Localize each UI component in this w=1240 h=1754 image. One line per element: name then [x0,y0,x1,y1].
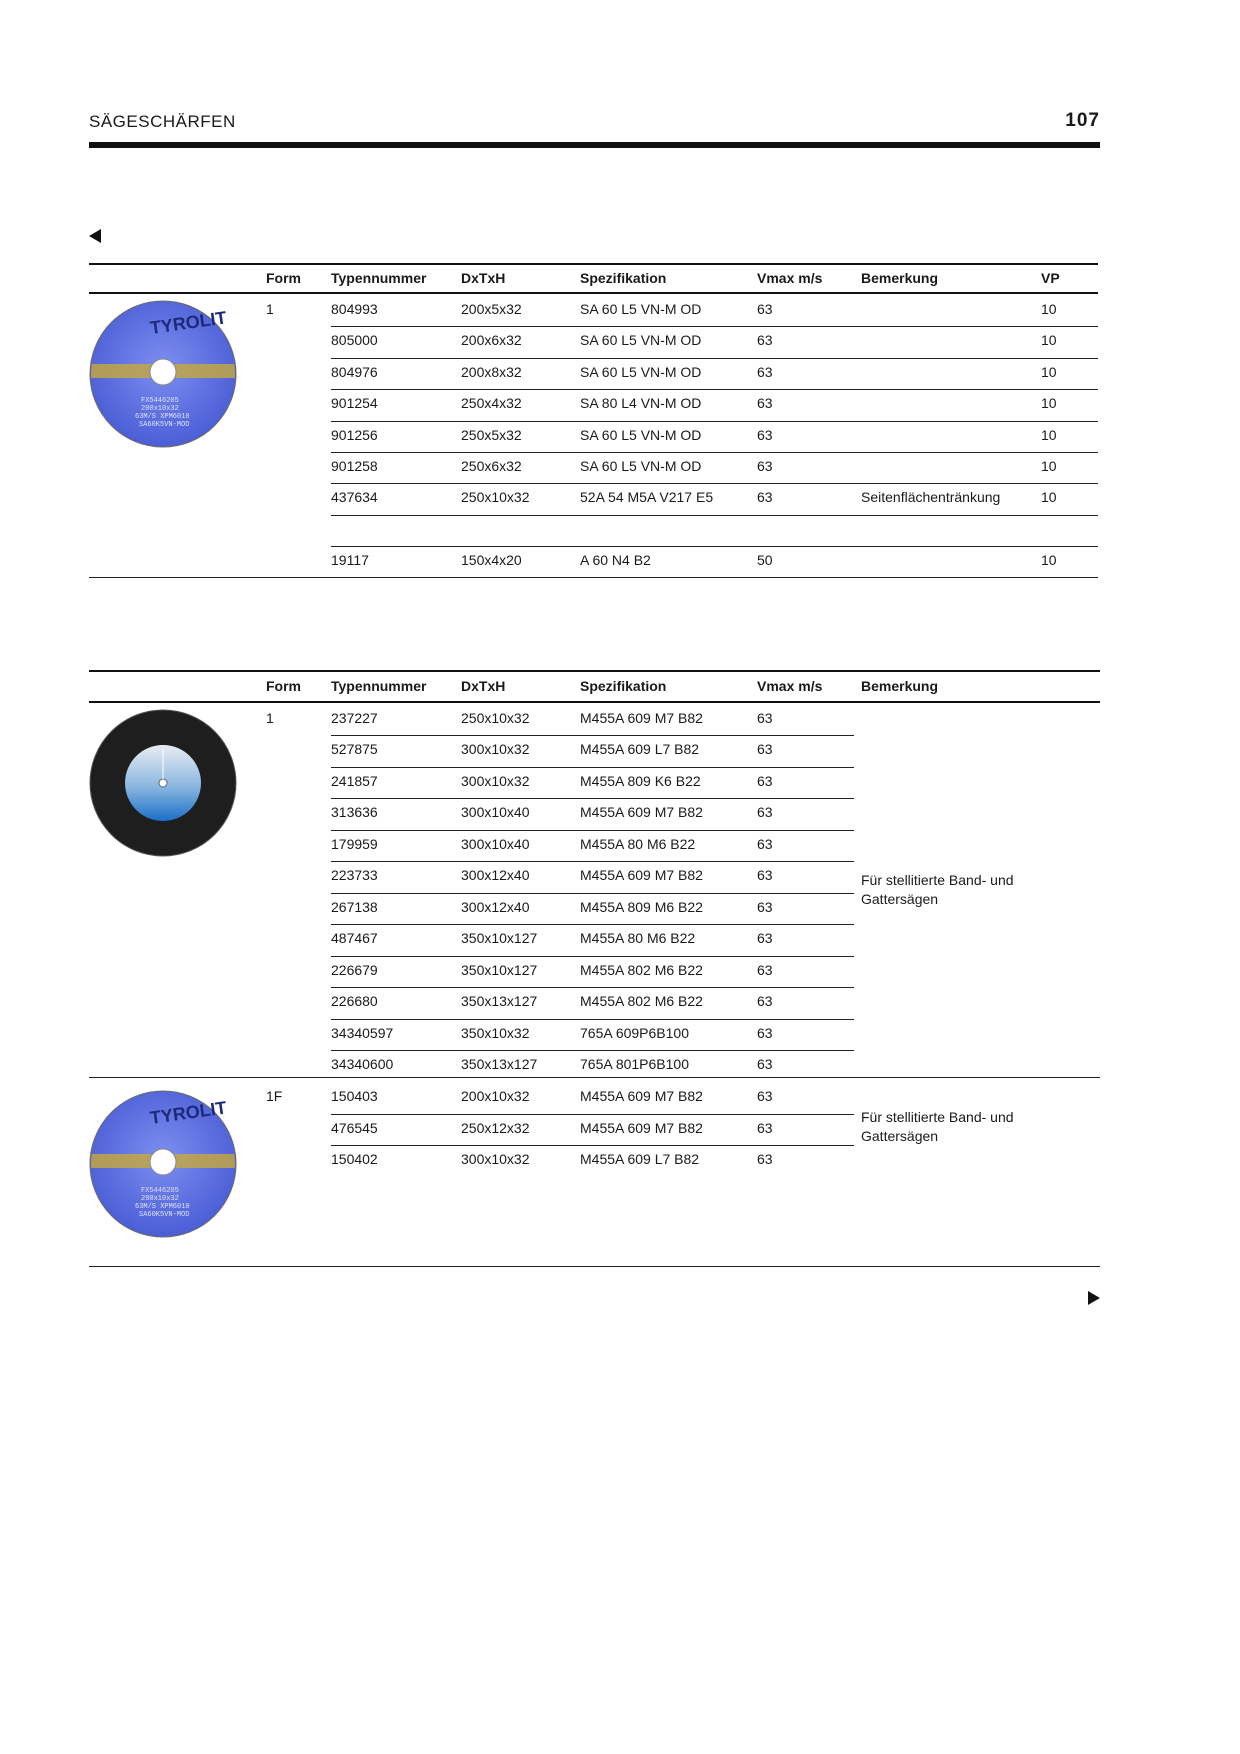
dxtxh-value: 300x10x40 [461,836,530,852]
typennummer-value: 437634 [331,489,378,505]
svg-text:SA60K5VN-MOD: SA60K5VN-MOD [139,1211,190,1219]
form-value: 1 [266,710,274,726]
dxtxh-value: 350x10x127 [461,962,538,978]
dxtxh-value: 200x6x32 [461,332,522,348]
dxtxh-value: 250x10x32 [461,710,530,726]
vmax-value: 63 [757,804,773,820]
vmax-value: 63 [757,332,773,348]
dxtxh-value: 250x4x32 [461,395,522,411]
typennummer-value: 313636 [331,804,378,820]
row-divider [331,798,854,799]
spezifikation-value: M455A 80 M6 B22 [580,836,696,852]
vp-value: 10 [1041,332,1057,348]
row-divider [331,515,1098,516]
table-2-header-rule [89,701,1100,703]
table-2-top-rule [89,670,1100,672]
spezifikation-value: M455A 609 M7 B82 [580,710,703,726]
vmax-value: 63 [757,364,773,380]
typennummer-value: 804976 [331,364,378,380]
vmax-value: 63 [757,930,773,946]
svg-text:200x10x32: 200x10x32 [141,405,179,413]
row-divider [331,1114,854,1115]
row-divider [331,1019,854,1020]
row-divider [331,861,854,862]
grinding-disc-blue-image [89,300,237,448]
row-divider [331,326,1098,327]
svg-text:FX5446205: FX5446205 [141,1187,179,1195]
col-header-spezifikation: Spezifikation [580,678,667,694]
typennummer-value: 34340597 [331,1025,394,1041]
dxtxh-value: 250x6x32 [461,458,522,474]
table-1-top-rule [89,263,1098,265]
spezifikation-value: M455A 609 M7 B82 [580,1120,703,1136]
col-header-bemerkung: Bemerkung [861,678,939,694]
col-header-bemerkung: Bemerkung [861,270,939,286]
col-header-dxtxh: DxTxH [461,270,506,286]
header-rule [89,142,1100,148]
dxtxh-value: 300x10x32 [461,1151,530,1167]
row-divider [331,389,1098,390]
vmax-value: 50 [757,552,773,568]
disc-brand-label: TYROLIT [148,1097,228,1128]
row-divider [331,893,854,894]
svg-text:SA60K5VN-MOD: SA60K5VN-MOD [139,421,190,429]
row-divider [331,483,1098,484]
dxtxh-value: 350x13x127 [461,1056,538,1072]
vmax-value: 63 [757,962,773,978]
dxtxh-value: 350x10x32 [461,1025,530,1041]
typennummer-value: 241857 [331,773,378,789]
dxtxh-value: 200x5x32 [461,301,522,317]
remark-note: Für stellitierte Band- und Gattersägen [861,872,1014,907]
vmax-value: 63 [757,710,773,726]
vp-value: 10 [1041,364,1057,380]
dxtxh-value: 350x13x127 [461,993,538,1009]
dxtxh-value: 200x10x32 [461,1088,530,1104]
typennummer-value: 487467 [331,930,378,946]
row-divider [331,1145,854,1146]
grinding-disc-blue-image [89,1090,237,1238]
row-divider [331,358,1098,359]
vmax-value: 63 [757,741,773,757]
vmax-value: 63 [757,899,773,915]
typennummer-value: 19117 [331,552,369,568]
svg-text:63M/S XPM6010: 63M/S XPM6010 [135,413,190,421]
svg-text:FX5446205: FX5446205 [141,397,179,405]
col-header-typennummer: Typennummer [331,678,427,694]
grinding-disc-dark-image [89,709,237,857]
col-header-vmax: Vmax m/s [757,270,823,286]
col-header-form: Form [266,270,301,286]
typennummer-value: 901258 [331,458,378,474]
spezifikation-value: M455A 802 M6 B22 [580,993,703,1009]
typennummer-value: 237227 [331,710,378,726]
vmax-value: 63 [757,427,773,443]
vmax-value: 63 [757,1056,773,1072]
typennummer-value: 527875 [331,741,378,757]
spezifikation-value: M455A 802 M6 B22 [580,962,703,978]
table-1-bottom-rule [89,577,1098,578]
row-divider [331,452,1098,453]
next-page-arrow-icon[interactable] [1088,1291,1100,1305]
spezifikation-value: SA 60 L5 VN-M OD [580,458,702,474]
row-divider [331,1050,854,1051]
vp-value: 10 [1041,395,1057,411]
spezifikation-value: 765A 801P6B100 [580,1056,689,1072]
spezifikation-value: SA 60 L5 VN-M OD [580,332,702,348]
dxtxh-value: 150x4x20 [461,552,522,568]
previous-page-arrow-icon[interactable] [89,229,101,243]
typennummer-value: 179959 [331,836,378,852]
vmax-value: 63 [757,773,773,789]
typennummer-value: 226679 [331,962,378,978]
dxtxh-value: 200x8x32 [461,364,522,380]
row-divider [331,767,854,768]
typennummer-value: 34340600 [331,1056,394,1072]
vmax-value: 63 [757,993,773,1009]
dxtxh-value: 300x12x40 [461,899,530,915]
spezifikation-value: SA 60 L5 VN-M OD [580,301,702,317]
table-2-bottom-rule [89,1266,1100,1267]
vp-value: 10 [1041,301,1057,317]
vmax-value: 63 [757,489,773,505]
spezifikation-value: 52A 54 M5A V217 E5 [580,489,714,505]
vmax-value: 63 [757,836,773,852]
vp-value: 10 [1041,552,1057,568]
spezifikation-value: M455A 609 M7 B82 [580,804,703,820]
typennummer-value: 223733 [331,867,378,883]
row-divider [331,956,854,957]
table-1-header-rule [89,292,1098,294]
row-divider [331,924,854,925]
typennummer-value: 150402 [331,1151,378,1167]
vmax-value: 63 [757,867,773,883]
col-header-typennummer: Typennummer [331,270,427,286]
disc-brand-label: TYROLIT [148,307,228,338]
typennummer-value: 476545 [331,1120,378,1136]
dxtxh-value: 300x10x32 [461,741,530,757]
form-value: 1F [266,1088,283,1104]
col-header-vp: VP [1041,270,1060,286]
spezifikation-value: M455A 609 M7 B82 [580,1088,703,1104]
page-title: SÄGESCHÄRFEN [89,112,236,131]
vp-value: 10 [1041,489,1057,505]
form-value: 1 [266,301,274,317]
vmax-value: 63 [757,395,773,411]
group-divider [89,1077,1100,1078]
row-divider [331,987,854,988]
spezifikation-value: M455A 809 M6 B22 [580,899,703,915]
vp-value: 10 [1041,458,1057,474]
bemerkung-value: Seitenflächentränkung [861,489,1001,505]
vmax-value: 63 [757,1151,773,1167]
dxtxh-value: 300x10x40 [461,804,530,820]
spezifikation-value: M455A 809 K6 B22 [580,773,701,789]
page-number: 107 [1065,110,1100,131]
row-divider [331,421,1098,422]
row-divider [331,830,854,831]
vmax-value: 63 [757,1088,773,1104]
spezifikation-value: SA 60 L5 VN-M OD [580,427,702,443]
dxtxh-value: 250x5x32 [461,427,522,443]
typennummer-value: 805000 [331,332,378,348]
col-header-spezifikation: Spezifikation [580,270,667,286]
dxtxh-value: 250x10x32 [461,489,530,505]
row-divider [331,546,1098,547]
svg-text:200x10x32: 200x10x32 [141,1195,179,1203]
spezifikation-value: 765A 609P6B100 [580,1025,689,1041]
spezifikation-value: M455A 80 M6 B22 [580,930,696,946]
typennummer-value: 150403 [331,1088,378,1104]
spezifikation-value: A 60 N4 B2 [580,552,651,568]
typennummer-value: 901256 [331,427,378,443]
col-header-dxtxh: DxTxH [461,678,506,694]
dxtxh-value: 350x10x127 [461,930,538,946]
typennummer-value: 804993 [331,301,378,317]
dxtxh-value: 250x12x32 [461,1120,530,1136]
vmax-value: 63 [757,1025,773,1041]
svg-text:63M/S XPM6010: 63M/S XPM6010 [135,1203,190,1211]
vp-value: 10 [1041,427,1057,443]
spezifikation-value: M455A 609 L7 B82 [580,741,700,757]
vmax-value: 63 [757,301,773,317]
typennummer-value: 226680 [331,993,378,1009]
col-header-form: Form [266,678,301,694]
col-header-vmax: Vmax m/s [757,678,823,694]
spezifikation-value: M455A 609 L7 B82 [580,1151,700,1167]
spezifikation-value: SA 60 L5 VN-M OD [580,364,702,380]
typennummer-value: 901254 [331,395,378,411]
remark-note: Für stellitierte Band- und Gattersägen [861,1109,1014,1144]
vmax-value: 63 [757,1120,773,1136]
dxtxh-value: 300x10x32 [461,773,530,789]
spezifikation-value: M455A 609 M7 B82 [580,867,703,883]
typennummer-value: 267138 [331,899,378,915]
spezifikation-value: SA 80 L4 VN-M OD [580,395,702,411]
row-divider [331,735,854,736]
vmax-value: 63 [757,458,773,474]
dxtxh-value: 300x12x40 [461,867,530,883]
